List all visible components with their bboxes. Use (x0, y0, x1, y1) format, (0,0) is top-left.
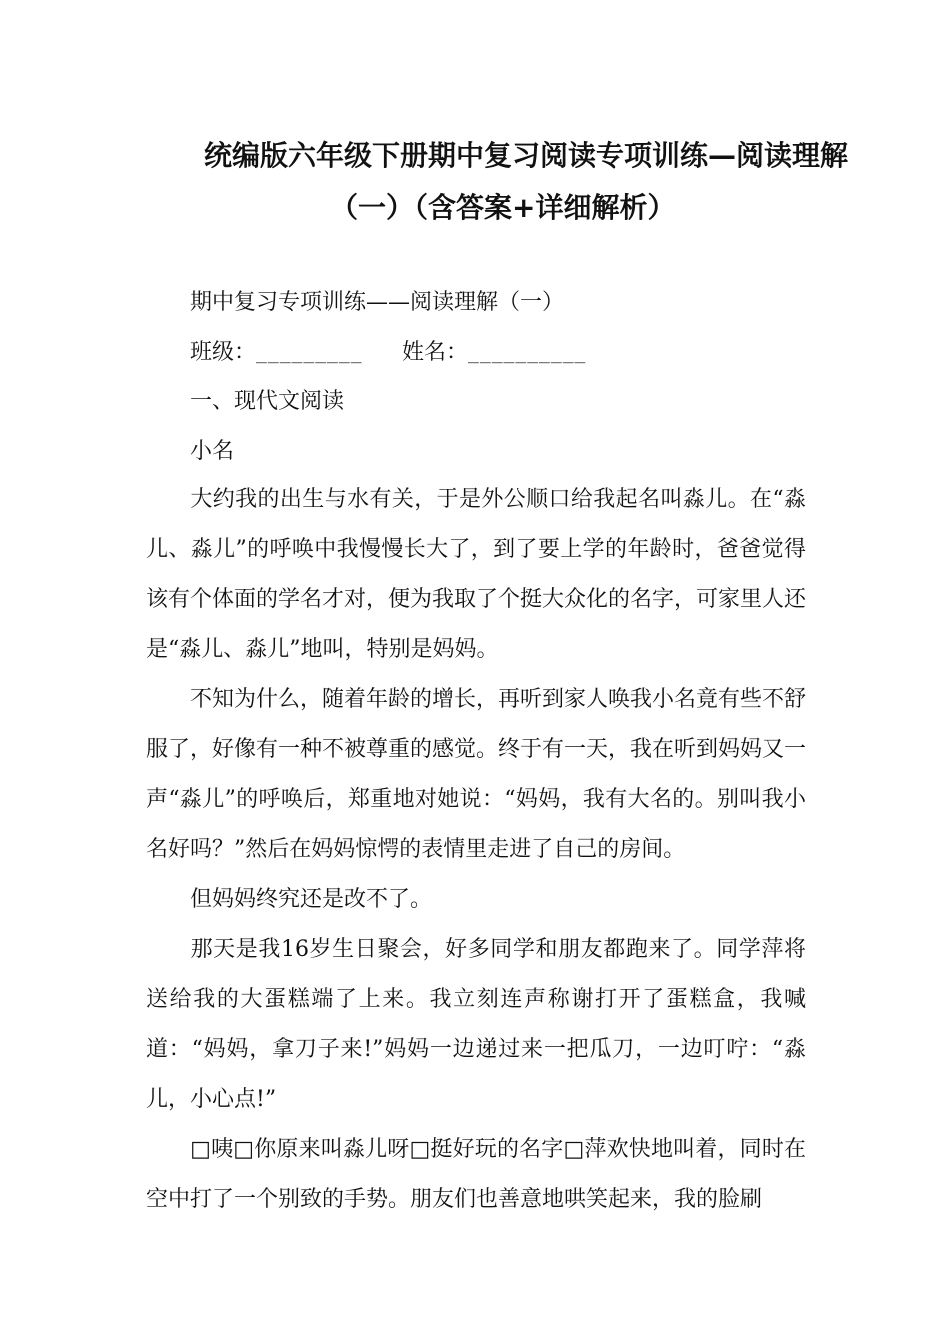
paragraph-text: □咦□你原来叫淼儿呀□挺好玩的名字□萍欢快地叫着，同时在空中打了一个别致的手势。朋友们也善意地哄笑起来，我的脸刷 (146, 1137, 806, 1212)
paragraph (146, 875, 806, 925)
class-label: 班级： (190, 340, 257, 365)
paragraph-text: 那天是我16岁生日聚会，好多同学和朋友都跑来了。同学萍将送给我的大蛋糕端了上来。我立刻连声称谢打开了蛋糕盒，我喊道：“妈妈，拿刀子来!”妈妈一边递过来一把瓜刀，一边叮咛：“淼儿，小心点!” (146, 937, 806, 1112)
paragraph (146, 675, 806, 875)
name-label: 姓名： (402, 340, 469, 365)
story-title: 小名 (190, 439, 235, 464)
section-heading: 一、现代文阅读 (190, 389, 345, 414)
paragraph (146, 475, 806, 675)
paragraph-text: 但妈妈终究还是改不了。 (190, 887, 433, 912)
paragraph (146, 925, 806, 1125)
class-blank: _________ (256, 343, 363, 364)
paragraph (146, 1125, 806, 1225)
document-subtitle: 期中复习专项训练——阅读理解（一） (190, 290, 565, 315)
name-blank: __________ (468, 343, 587, 364)
paragraph-text: 大约我的出生与水有关，于是外公顺口给我起名叫淼儿。在“淼儿、淼儿”的呼唤中我慢慢长大了，到了要上学的年龄时，爸爸觉得该有个体面的学名才对，便为我取了个挺大众化的名字，可家里人还是“淼儿、淼儿”地叫，特别是妈妈。 (146, 487, 807, 662)
paragraph-text: 不知为什么，随着年龄的增长，再听到家人唤我小名竟有些不舒服了，好像有一种不被尊重的感觉。终于有一天，我在听到妈妈又一声“淼儿”的呼唤后，郑重地对她说：“妈妈，我有大名的。别叫我小名好吗？”然后在妈妈惊愕的表情里走进了自己的房间。 (146, 687, 807, 862)
document-title-line2: （一）（含答案+详细解析） (330, 191, 676, 224)
class-field (190, 338, 363, 369)
name-field (402, 338, 586, 369)
document-title-line1: 统编版六年级下册期中复习阅读专项训练—阅读理解 (204, 139, 849, 172)
